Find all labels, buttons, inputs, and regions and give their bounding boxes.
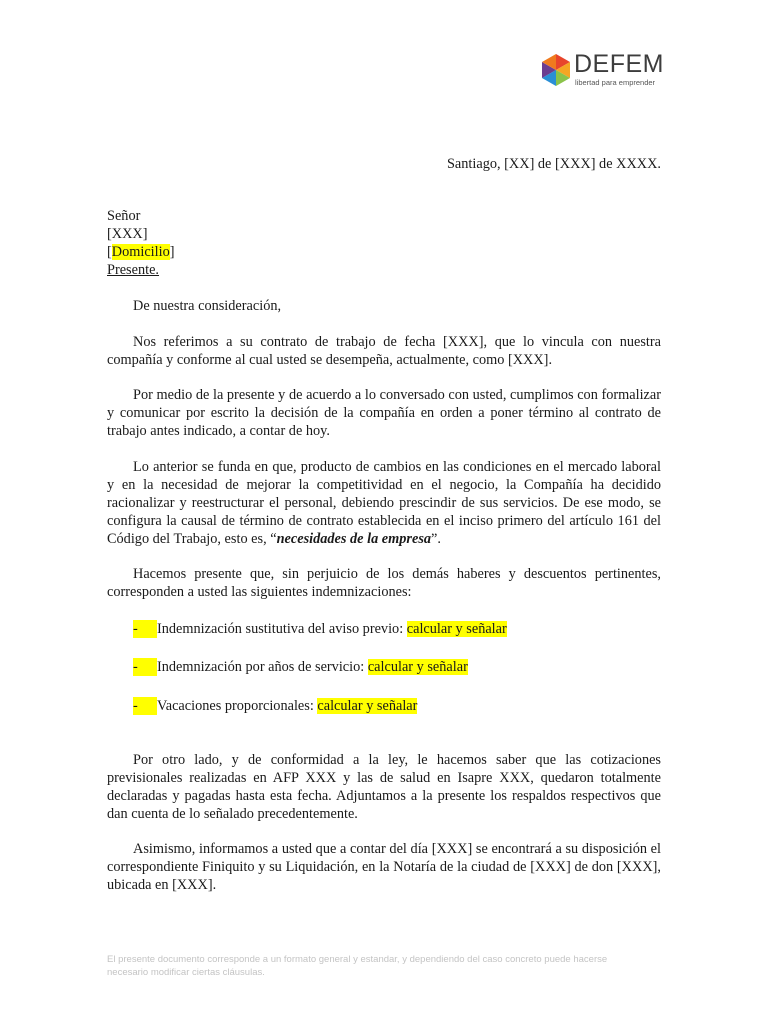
- bullet-label: Vacaciones proporcionales:: [157, 698, 318, 714]
- address-salutation: Señor: [107, 208, 141, 224]
- logo-brand-text: DEFEM: [574, 50, 664, 78]
- logo-tagline: libertad para emprender: [575, 78, 656, 87]
- address-presente: Presente.: [107, 262, 160, 278]
- paragraph-termination: Por medio de la presente y de acuerdo a lo conversado con usted, cumplimos con formalizar y comunicar por escrito la decisión de la compañía en orden a poner término al contrato de trabajo antes indicado, a contar de hoy.: [107, 387, 661, 439]
- bullet-label: Indemnización sustitutiva del aviso previo:: [157, 621, 407, 637]
- paragraph-settlement: Asimismo, informamos a usted que a contar del día [XXX] se encontrará a su disposición el correspondiente Finiquito y su Liquidación, en la Notaría de la ciudad de [XXX] de don [XXX], ubicada en [XXX].: [107, 841, 661, 893]
- bullet-value: calcular y señalar: [367, 659, 468, 675]
- paragraph-contract: Nos referimos a su contrato de trabajo de fecha [XXX], que lo vincula con nuestra compañía y conforme al cual usted se desempeña, actualmente, como [XXX].: [107, 334, 661, 368]
- defem-hexagon-icon: [540, 53, 572, 87]
- greeting: De nuestra consideración,: [133, 298, 282, 314]
- recipient-address: [107, 207, 175, 279]
- bullet-dash: -: [133, 620, 157, 638]
- address-name: [XXX]: [107, 226, 148, 242]
- bullet-item: [133, 697, 417, 715]
- bullet-item: [133, 658, 468, 676]
- bullet-item: [133, 620, 507, 638]
- bullet-dash: -: [133, 658, 157, 676]
- paragraph-cause: Lo anterior se funda en que, producto de cambios en las condiciones en el mercado laboral y en la necesidad de mejorar la competitividad en el negocio, la Compañía ha decidido racionalizar y reestructurar el personal, debiendo prescindir de sus servicios. De ese modo, se configura la causal de término de contrato establecida en el inciso primero del artículo 161 del Código del Trabajo, esto es, “necesidades de la empresa”.: [107, 459, 661, 547]
- defem-logo: [540, 50, 670, 90]
- bullet-value: calcular y señalar: [406, 621, 507, 637]
- domicile-highlight: Domicilio: [111, 244, 170, 260]
- emphasis-necesidades: necesidades de la empresa: [276, 531, 432, 547]
- paragraph-indemnities-intro: Hacemos presente que, sin perjuicio de los demás haberes y descuentos pertinentes, corresponden a usted las siguientes indemnizaciones:: [107, 566, 661, 600]
- footer-disclaimer: El presente documento corresponde a un formato general y estandar, y dependiendo del caso concreto puede hacerse necesario modificar ciertas cláusulas.: [107, 954, 608, 978]
- date-line: Santiago, [XX] de [XXX] de XXXX.: [446, 156, 661, 172]
- bullet-label: Indemnización por años de servicio:: [157, 659, 368, 675]
- address-domicile: [Domicilio]: [107, 244, 175, 260]
- paragraph-contributions: Por otro lado, y de conformidad a la ley, le hacemos saber que las cotizaciones previsionales realizadas en AFP XXX y las de salud en Isapre XXX, quedaron totalmente declaradas y pagadas hasta esta fecha. Adjuntamos a la presente los respaldos respectivos que dan cuenta de lo señalado precedentemente.: [107, 752, 661, 822]
- bullet-dash: -: [133, 697, 157, 715]
- bullet-value: calcular y señalar: [317, 698, 418, 714]
